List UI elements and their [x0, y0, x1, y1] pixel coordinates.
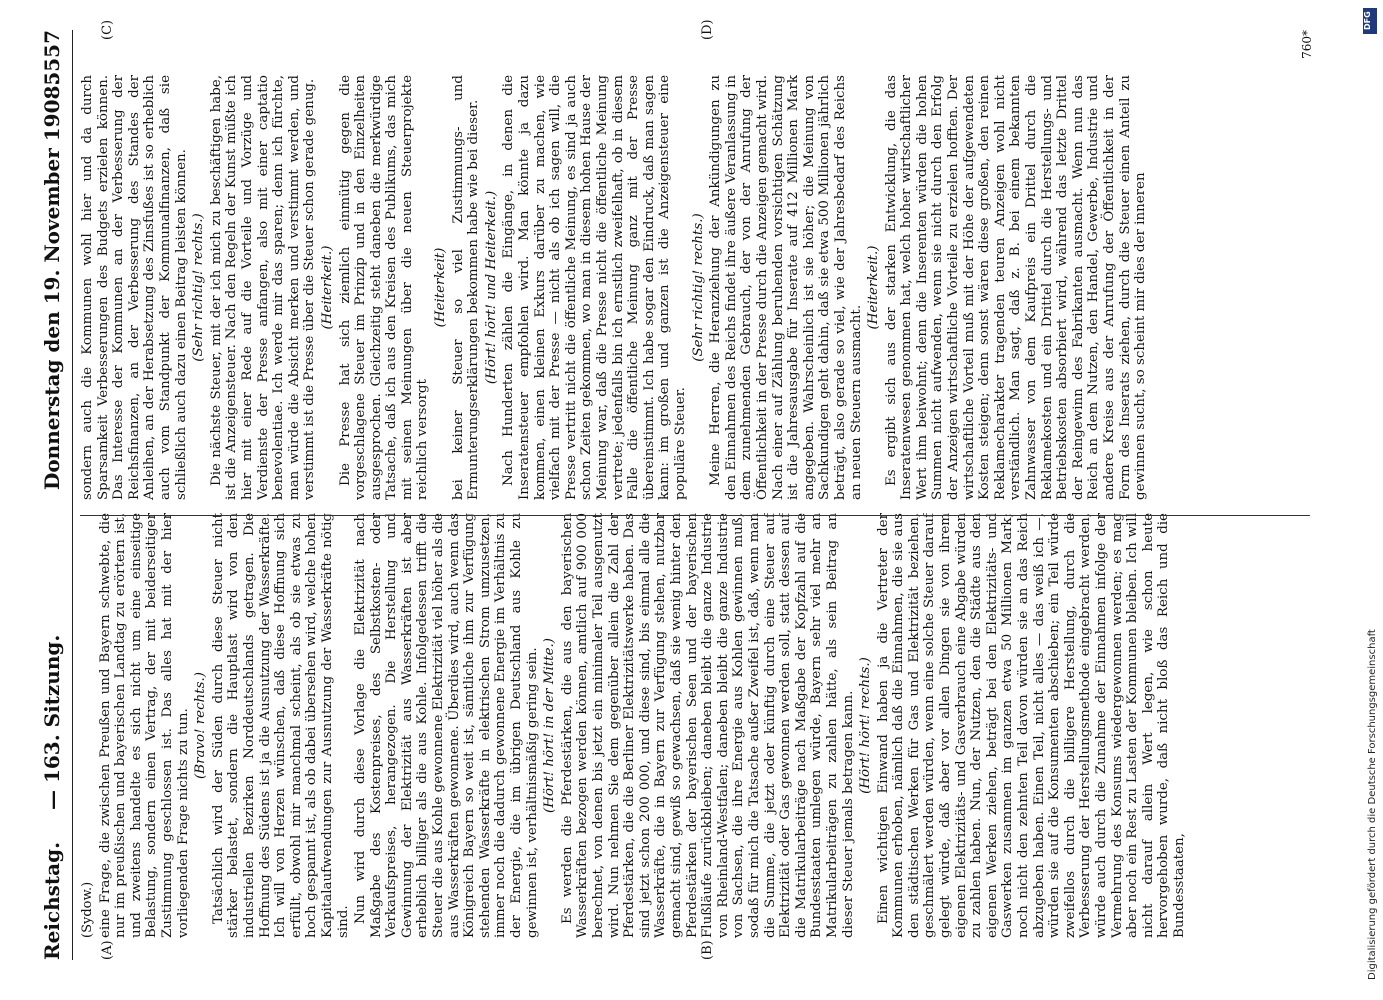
paragraph: Die nächste Steuer, mit der ich mich zu beschäftigen habe, ist die Anzeigensteuer. Nach den Regeln der Kunst müßte ich hier mit einer Rede auf die Vorteile und Vorzüge und Verdienste der Presse anfangen, also mit einer captatio benevolentiae. Ich werde mir das sparen; denn ich fürchte, man würde die Absicht merken und verstimmt werden, und verstimmt ist die Presse über die Steuer schon gerade genug. [208, 75, 318, 500]
paragraph: Es werden die Pferdestärken, die aus den bayerischen Wasserkräften bezogen werden können, amtlich auf 900 000 berechnet, von denen bis jetzt ein minimaler Teil ausgenutzt wird. Nun nehmen Sie dem gegenüber allein die Zahl der Pferdestärken, die die Berliner Elektrizitätswerke haben. Das sind jetzt schon 200 000, und diese sind, bis einmal alle die Wasserkräfte, die in Bayern zur Verfügung stehen, nutzbar gemacht sind, gewiß so gewachsen, daß sie wenig hinter den Pferdestärken der bayerischen Seen und der bayerischen Flußläufe zurückbleiben; daneben bleibt die ganze Industrie von Rheinland-Westfalen; daneben bleibt die ganze Industrie von Sachsen, die ihre Energie aus Kohlen gewinnen muß, sodaß für mich die Tatsache außer Zweifel ist, daß, wenn man die Summe, die jetzt oder künftig durch eine Steuer auf Elektrizität oder Gas gewonnen werden soll, statt dessen auf die Matrikularbeiträge nach Maßgabe der Kopfzahl auf die Bundesstaaten umlegen würde, Bayern sehr viel mehr an Matrikularbeiträgen zu zahlen hätte, als sein Beitrag an dieser Steuer jemals betragen kann. [559, 513, 856, 938]
interjection: (Heiterkeit.) [866, 245, 882, 330]
paragraph: Es ergibt sich aus der starken Entwicklung, die das Inseratenwesen genommen hat, welch hoher wirtschaftlicher Wert ihm beiwohnt; denn die Inserenten würden die hohen Summen nicht aufwenden, wenn sie nicht durch den Erfolg der Anzeigen wirtschaftliche Vorteile zu erzielen hofften. Der wirtschaftliche Vorteil muß mit der Höhe der aufgewendeten Kosten steigen; denn sonst wären diese großen, den reinen Reklamecharakter tragenden teuren Anzeigen wohl nicht verständlich. Man sagt, daß z. B. bei einem bekannten Zahnwasser von dem Kaufpreis ein Drittel durch die Reklamekosten und ein Drittel durch die Herstellungs- und Betriebskosten absorbiert wird, während das letzte Drittel der Reingewinn des Fabrikanten ausmacht. Wenn nun das Reich an dem Nutzen, den Handel, Gewerbe, Industrie und andere Kreise aus der Anrufung der Öffentlichkeit in der Form des Inserats ziehen, durch die Steuer einen Anteil zu gewinnen sucht, so scheint mir dies der inneren [883, 75, 1149, 500]
header-reichstag: Reichstag. [40, 841, 64, 960]
margin-marker-b: (B) [700, 940, 715, 960]
header-session: — 163. Sitzung. [40, 634, 64, 810]
margin-marker-d: (D) [700, 19, 715, 40]
interjection: (Hört! hört! und Heiterkeit.) [483, 190, 499, 385]
digitization-credit: Digitalisierung gefördert durch die Deutsche Forschungsgemeinschaft [1367, 629, 1378, 980]
signature-mark: 760* [1300, 30, 1314, 59]
interjection: (Heiterkeit) [433, 247, 449, 328]
paragraph: Tatsächlich wird der Süden durch diese Steuer nicht stärker belastet, sondern die Hauptlast wird von den industriellen Bezirken Norddeutschlands getragen. Die Hoffnung des Südens ist ja die Ausnutzung der Wasserkräfte. Ich will von Herzen wünschen, daß diese Hoffnung sich erfüllt, obwohl mir manchmal scheint, als ob sie etwas zu hoch gespannt ist, als ob dabei übersehen wird, welche hohen Kapitalaufwendungen zur Ausnutzung der Wasserkräfte nötig sind. [210, 513, 351, 938]
paragraph: eine Frage, die zwischen Preußen und Bayern schwebte, die nur im preußischen und bayerischen Landtag zu erörtern ist, und zweitens handelte es sich nicht um eine einseitige Belastung, sondern einen Vertrag, der mit beiderseitiger Zustimmung geschlossen ist. Das alles hat mit der hier vorliegenden Frage nichts zu tun. [97, 513, 191, 938]
column-divider [80, 515, 1310, 516]
dfg-logo: DFG [1363, 8, 1377, 34]
interjection: (Sehr richtig! rechts.) [191, 213, 207, 362]
left-column [80, 513, 1310, 938]
margin-marker-a: (A) [100, 940, 115, 960]
paragraph: bei keiner Steuer so viel Zustimmungs- und Ermunterungserklärungen bekommen habe wie bei dieser. [450, 75, 482, 500]
paragraph: Nun wird durch diese Vorlage die Elektrizität nach Maßgabe des Kostenpreises, des Selbstkosten- oder Verkaufspreises, herangezogen. Die Herstellung und Gewinnung der Elektrizität aus Wasserkräften ist aber erheblich billiger als die aus Kohle. Infolgedessen trifft die Steuer die aus Kohle gewonnene Elektrizität viel höher als die aus Wasserkräften gewonnene. Überdies wird, auch wenn das Königreich Bayern so weit ist, sämtliche ihm zur Verfügung stehenden Wasserkräfte in elektrischen Strom umzusetzen, immer noch die dadurch gewonnene Energie im Verhältnis zu der Energie, die im übrigen Deutschland aus Kohle zu gewinnen ist, verhältnismäßig gering sein. [353, 513, 540, 938]
speaker-name: (Sydow.) [80, 881, 95, 938]
interjection: (Heiterkeit.) [319, 245, 335, 330]
paragraph: Einen wichtigen Einwand haben ja die Vertreter der Kommunen erhoben, nämlich daß die Einnahmen, die sie aus den städtischen Werken für Gas und Elektrizität beziehen, geschmälert werden würden, wenn eine solche Steuer darauf gelegt würde, daß aber vor allen Dingen sie von ihrem eigenen Elektrizitäts- und Gasverbrauch eine Abgabe würden zu zahlen haben. Nun, der Nutzen, den die Städte aus den eigenen Werken ziehen, beträgt bei den Elektrizitäts- und Gaswerken zusammen im ganzen etwa 50 Millionen Mark; noch nicht den zehnten Teil davon würden sie an das Reich abzugeben haben. Einen Teil, nicht alles — das weiß ich —, würden sie auf die Konsumenten abschieben; ein Teil würde zweifellos durch die billigere Herstellung, durch die Verbesserung der Herstellungsmethode eingebracht werden, würde auch durch die Zunahme der Einnahmen infolge der Vermehrung des Konsums wiedergewonnen werden; es mag aber noch ein Rest zu Lasten der Kommunen bleiben. Ich will nicht darauf allein Wert legen, wie schon heute hervorgehoben wurde, daß nicht bloß das Reich und die Bundesstaaten, [875, 513, 1187, 938]
paragraph: Die Presse hat sich ziemlich einmütig gegen die vorgeschlagene Steuer im Prinzip und in den Einzelheiten ausgesprochen. Gleichzeitig steht daneben die merkwürdige Tatsache, daß ich aus den Kreisen des Publikums, das mich mit seinen Meinungen über die neuen Steuerprojekte reichlich versorgt [337, 75, 431, 500]
page-header [32, 30, 73, 960]
interjection: (Bravo! rechts.) [193, 672, 209, 779]
interjection: (Hört! hört! in der Mitte.) [542, 638, 558, 813]
interjection: (Sehr richtig! rechts.) [690, 213, 706, 362]
paragraph: Nach Hunderten zählen die Eingänge, in denen die Inseratensteuer empfohlen wird. Man könnte ja dazu kommen, einen kleinen Exkurs darüber zu machen, wie vielfach mit der Presse — nicht als ob ich sagen will, die Presse vertritt nicht die öffentliche Meinung, es sind ja auch schon Zeiten gekommen, wo man in diesem hohen Hause der Meinung war, daß die Presse nicht die öffentliche Meinung vertrete; jedenfalls bin ich ernstlich zweifelhaft, ob in diesem Falle die öffentliche Meinung ganz mit der Presse übereinstimmt. Ich habe sogar den Eindruck, daß man sagen kann: im großen und ganzen ist die Anzeigensteuer eine populäre Steuer. [501, 75, 688, 500]
paragraph: Meine Herren, die Heranziehung der Ankündigungen zu den Einnahmen des Reichs findet ihre äußere Veranlassung in dem zunehmenden Gebrauch, der von der Anrufung der Öffentlichkeit in der Presse durch die Anzeigen gemacht wird. Nach einer auf Zählung beruhenden vorsichtigen Schätzung ist die Jahresausgabe für Inserate auf 412 Millionen Mark angegeben. Wahrscheinlich ist sie höher; die Meinung von Sachkundigen geht dahin, daß sie etwa 500 Millionen jährlich beträgt, also gerade so viel, wie der Jahresbedarf des Reichs an neuen Steuern ausmacht. [708, 75, 864, 500]
page-number: 5557 [40, 30, 64, 86]
paragraph: sondern auch die Kommunen wohl hier und da durch Sparsamkeit Verbesserungen des Budgets erzielen können. Das Interesse der Kommunen an der Verbesserung der Reichsfinanzen, an der Verbesserung des Standes der Anleihen, an der Herabsetzung des Zinsfußes ist so erheblich auch vom Standpunkt der Kommunalfinanzen, daß sie schließlich auch dazu einen Beitrag leisten können. [80, 75, 189, 500]
header-date: Donnerstag den 19. November 1908. [40, 78, 64, 490]
right-column [80, 75, 1310, 500]
margin-marker-c: (C) [100, 19, 115, 40]
interjection: (Hört! hört! rechts.) [858, 657, 874, 794]
